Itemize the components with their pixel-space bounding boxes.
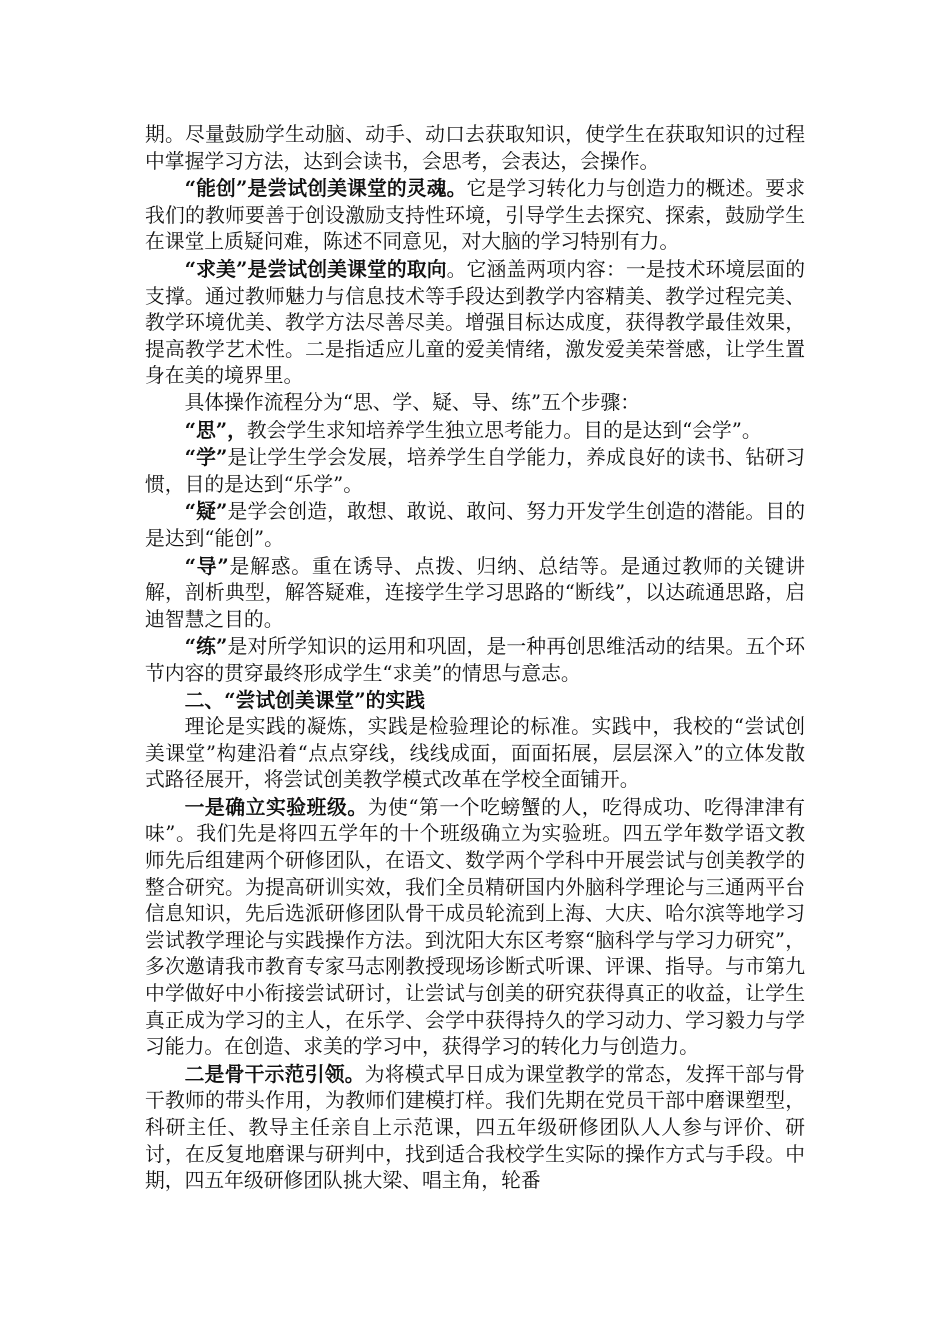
paragraph-body: 为使“第一个吃螃蟹的人，吃得成功、吃得津津有味”。我们先是将四五学年的十个班级确立为实验班。四五学年数学语文教师先后组建两个研修团队，在语文、数学两个学科中开展尝试与创美教学的整合研究。为提高研训实效，我们全员精研国内外脑科学理论与三通两平台信息知识，先后选派研修团队骨干成员轮流到上海、大庆、哈尔滨等地学习尝试教学理论与实践操作方法。到沈阳大东区考察“脑科学与学习力研究”，多次邀请我市教育专家马志刚教授现场诊断式听课、评课、指导。与市第九中学做好中小衔接尝试研讨，让尝试与创美的研究获得真正的收益，让学生真正成为学习的主人，在乐学、会学中获得持久的学习动力、学习毅力与学习能力。在创造、求美的学习中，获得学习的转化力与创造力。 — [145, 795, 805, 1059]
paragraph-practice-intro: 理论是实践的凝炼，实践是检验理论的标准。实践中，我校的“尝试创美课堂”构建沿着“点点穿线，线线成面，面面拓展，层层深入”的立体发散式路径展开，将尝试创美教学模式改革在学校全面铺开。 — [145, 715, 805, 792]
section-heading: 二、“尝试创美课堂”的实践 — [184, 688, 425, 713]
paragraph-body: 为将模式早日成为课堂教学的常态，发挥干部与骨干教师的带头作用，为教师们建模打样。我们先期在党员干部中磨课塑型，科研主任、教导主任亲自上示范课，四五年级研修团队人人参与评价、研讨，在反复地磨课与研判中，找到适合我校学生实际的操作方式与手段。中期，四五年级研修团队挑大梁、唱主角，轮番 — [145, 1062, 805, 1193]
paragraph-lead-bold: “导” — [184, 553, 229, 578]
paragraph-body: 是解惑。重在诱导、点拨、归纳、总结等。是通过教师的关键讲解，剖析典型，解答疑难，连接学生学习思路的“断线”，以达疏通思路，启迪智慧之目的。 — [145, 554, 805, 631]
paragraph-backbone-demo — [145, 1061, 805, 1195]
paragraph-experiment-classes — [145, 794, 805, 1061]
paragraph-lead-bold: “练” — [184, 634, 228, 659]
paragraph-step-xue — [145, 444, 805, 498]
paragraph-step-si — [145, 417, 805, 445]
paragraph-step-yi — [145, 498, 805, 552]
paragraph-process-intro: 具体操作流程分为“思、学、疑、导、练”五个步骤： — [184, 390, 641, 414]
paragraph-lead-bold: “学” — [184, 445, 228, 470]
paragraph-lead-bold: “疑” — [184, 499, 228, 524]
paragraph-body: 是学会创造，敢想、敢说、敢问、努力开发学生创造的潜能。目的是达到“能创”。 — [145, 500, 805, 550]
paragraph-qiu-mei — [145, 256, 805, 390]
paragraph-lead-bold: “求美”是尝试创美课堂的取向 — [184, 256, 447, 281]
paragraph-neng-chuang — [145, 175, 805, 256]
paragraph-lead-bold: “思”， — [184, 417, 247, 442]
paragraph-lead-bold: 一是确立实验班级。 — [184, 794, 368, 819]
paragraph-step-dao — [145, 553, 805, 634]
document-page — [145, 122, 805, 1195]
paragraph-lead-bold: 二是骨干示范引领。 — [184, 1061, 365, 1086]
paragraph-lead-bold: “能创”是尝试创美课堂的灵魂。 — [184, 176, 467, 201]
paragraph-body: 是让学生学会发展，培养学生自学能力，养成良好的读书、钻研习惯，目的是达到“乐学”。 — [145, 446, 805, 496]
paragraph-step-lian — [145, 633, 805, 687]
paragraph-body: 它是学习转化力与创造力的概述。要求我们的教师要善于创设激励支持性环境，引导学生去探究、探索，鼓励学生在课堂上质疑问难，陈述不同意见，对大脑的学习特别有力。 — [145, 177, 805, 254]
paragraph-continuation: 期。尽量鼓励学生动脑、动手、动口去获取知识，使学生在获取知识的过程中掌握学习方法，达到会读书，会思考，会表达，会操作。 — [145, 123, 805, 173]
paragraph-body: 。它涵盖两项内容：一是技术环境层面的支撑。通过教师魅力与信息技术等手段达到教学内容精美、教学过程完美、教学环境优美、教学方法尽善尽美。增强目标达成度，获得教学最佳效果，提高教学艺术性。二是指适应儿童的爱美情绪，激发爱美荣誉感，让学生置身在美的境界里。 — [145, 257, 805, 388]
paragraph-body: 是对所学知识的运用和巩固，是一种再创思维活动的结果。五个环节内容的贯穿最终形成学生“求美”的情思与意志。 — [145, 635, 805, 685]
paragraph-body: 教会学生求知培养学生独立思考能力。目的是达到“会学”。 — [246, 418, 762, 442]
